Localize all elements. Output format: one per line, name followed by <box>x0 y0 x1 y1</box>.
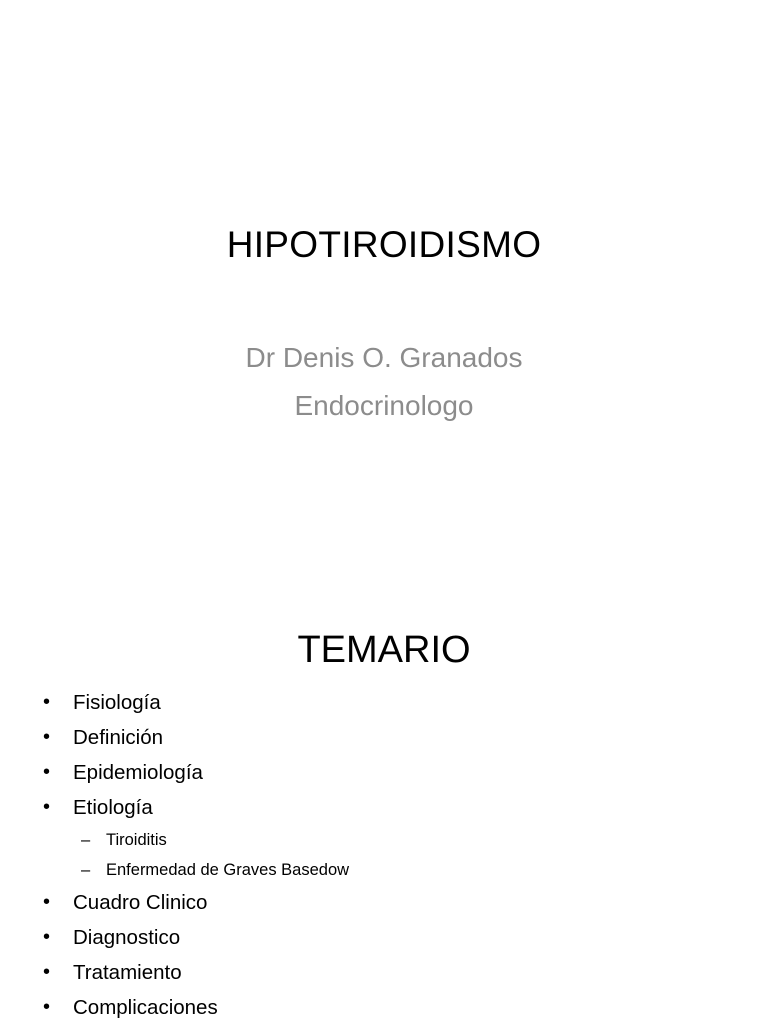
agenda-item-label: Epidemiología <box>73 761 203 784</box>
bullet-marker: • <box>43 726 51 748</box>
bullet-marker: • <box>43 996 51 1018</box>
bullet-marker: • <box>43 796 51 818</box>
agenda-item-definicion <box>0 720 768 755</box>
bullet-marker: • <box>43 926 51 948</box>
author-role: Endocrinologo <box>294 390 474 421</box>
agenda-title: TEMARIO <box>297 629 471 671</box>
bullet-marker: • <box>43 891 51 913</box>
agenda-subitem-graves <box>0 855 768 885</box>
agenda-item-label: Diagnostico <box>73 926 181 949</box>
agenda-list <box>0 685 768 1025</box>
agenda-item-label: Complicaciones <box>73 996 218 1019</box>
agenda-item-fisiologia <box>0 685 768 720</box>
agenda-item-diagnostico <box>0 920 768 955</box>
agenda-item-tratamiento <box>0 955 768 990</box>
slide-title: HIPOTIROIDISMO <box>226 224 542 265</box>
agenda-item-etiologia <box>0 790 768 825</box>
agenda-subitem-label: Tiroiditis <box>106 831 167 849</box>
sub-marker: – <box>81 831 91 849</box>
agenda-item-label: Tratamiento <box>73 961 182 984</box>
bullet-marker: • <box>43 691 51 713</box>
agenda-subitem-tiroiditis <box>0 825 768 855</box>
slide-subtitle <box>0 334 768 430</box>
agenda-slide <box>0 576 768 1024</box>
agenda-item-complicaciones <box>0 990 768 1025</box>
agenda-item-epidemiologia <box>0 755 768 790</box>
author-name: Dr Denis O. Granados <box>245 342 523 373</box>
sub-marker: – <box>81 861 91 879</box>
agenda-item-cuadro-clinico <box>0 885 768 920</box>
agenda-item-label: Fisiología <box>73 691 161 714</box>
agenda-item-label: Cuadro Clinico <box>73 891 208 914</box>
agenda-item-label: Etiología <box>73 796 153 819</box>
bullet-marker: • <box>43 761 51 783</box>
agenda-item-label: Definición <box>73 726 164 749</box>
bullet-marker: • <box>43 961 51 983</box>
agenda-subitem-label: Enfermedad de Graves Basedow <box>106 861 350 879</box>
